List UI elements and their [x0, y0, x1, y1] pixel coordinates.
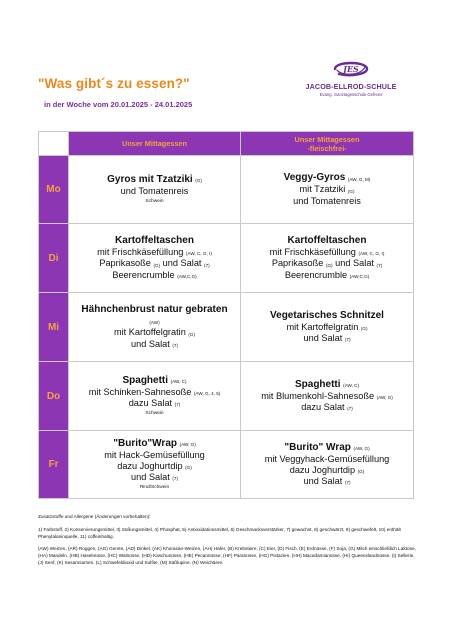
logo-emblem-icon [331, 58, 371, 80]
corner-cell [39, 132, 69, 156]
day-label: Do [39, 362, 69, 431]
menu-row-monday [39, 156, 414, 224]
menu-row-wednesday [39, 293, 414, 362]
day-label: Mi [39, 293, 69, 362]
meal-meatfree: Kartoffeltaschen mit Frischkäsefüllung (AW, C, G, I) Paprikasoße (G) und Salat (7) Beerencrumble (AW,C,G) [241, 224, 414, 293]
legend-intro: Zusatzstoffe und Allergene (Änderungen vorbehalten): [38, 514, 151, 519]
page-title: "Was gibt´s zu essen?" [38, 76, 190, 91]
meal-meatfree: Spaghetti (AW, C) mit Blumenkohl-Sahnesoße (AW, G) dazu Salat (7) [241, 362, 414, 431]
meal-regular: "Burito"Wrap (AW, G) mit Hack-Gemüsefüllung dazu Joghurtdip (G) und Salat (7) Rind/Schwein [69, 431, 241, 499]
column-header-regular: Unser Mittagessen [69, 132, 241, 156]
menu-table [38, 131, 414, 499]
meal-meatfree: Vegetarisches Schnitzel mit Kartoffelgratin (G) und Salat (7) [241, 293, 414, 362]
menu-row-thursday [39, 362, 414, 431]
legend-allergens: (AW) Weizen, (AR) Roggen, (AG) Gerste, (AD) Dinkel, (AK) Khorasan-Weizen, (AH) Hafer, (B) Krebstiere, (C) Eier, (D) Fisch, (E) Erdnüsse, (F) Soja, (G) Milch einschließlich Laktose, (HA) Mandeln, (HB) Haselnüsse, (HC) Walnüsse, (HD) Kaschunüsse, (HE) Pecannüsse, (HF) Paranüsse, (HG) Pistazien, (HH) Macadamianüsse, (HI) Queenslandnüsse, (I) Sellerie, (J) Senf, (K) Sesamsamen, (L) Schwefeldioxid und Sulfite, (M) Süßlupine, (N) Weichtiere. [38, 546, 416, 565]
school-logo [286, 58, 416, 97]
meal-regular: Gyros mit Tzatziki (G) und Tomatenreis Schwein [69, 156, 241, 224]
meal-meatfree: "Burito" Wrap (AW, G) mit Veggyhack-Gemüsefüllung dazu Joghurtdip (G) und Salat (7) [241, 431, 414, 499]
meal-regular: Spaghetti (AW, C) mit Schinken-Sahnesoße (AW, G, 4, 5) dazu Salat (7) Schwein [69, 362, 241, 431]
menu-row-tuesday [39, 224, 414, 293]
day-label: Mo [39, 156, 69, 224]
allergen-legend [38, 514, 416, 573]
meal-regular: Hähnchenbrust natur gebraten (AW) mit Kartoffelgratin (G) und Salat (7) [69, 293, 241, 362]
day-label: Fr [39, 431, 69, 499]
meal-meatfree: Veggy-Gyros (AW, G, M) mit Tzatziki (G) und Tomatenreis [241, 156, 414, 224]
meal-regular: Kartoffeltaschen mit Frischkäsefüllung (AW, C, G, I) Paprikasoße (G) und Salat (7) Beerencrumble (AW,C,G) [69, 224, 241, 293]
logo-monogram: JES [343, 64, 359, 74]
meat-note: Schwein [145, 199, 164, 204]
meat-note: Schwein [145, 411, 164, 417]
column-header-meatfree: Unser Mittagessen -fleischfrei- [241, 132, 414, 156]
week-range: in der Woche vom 20.01.2025 - 24.01.2025 [44, 100, 193, 109]
day-label: Di [39, 224, 69, 293]
menu-header-row [39, 132, 414, 156]
meat-note: Rind/Schwein [139, 485, 170, 491]
school-name: JACOB-ELLROD-SCHULE [305, 82, 397, 91]
school-subtitle: Evang. Ganztagesschule Gefrees [319, 92, 383, 97]
legend-additives: 1) Farbstoff, 2) Konservierungsmittel, 3) Süßungsmittel, 4) Phosphat, 5) Antioxidationsmittel, 6) Geschmacksverstärker, 7) gewachst, 8) geschwärzt, 9) geschwefelt, 10) enthält Phenylalaninquelle, 11) coffeinhaltig. [38, 526, 401, 539]
menu-row-friday [39, 431, 414, 499]
